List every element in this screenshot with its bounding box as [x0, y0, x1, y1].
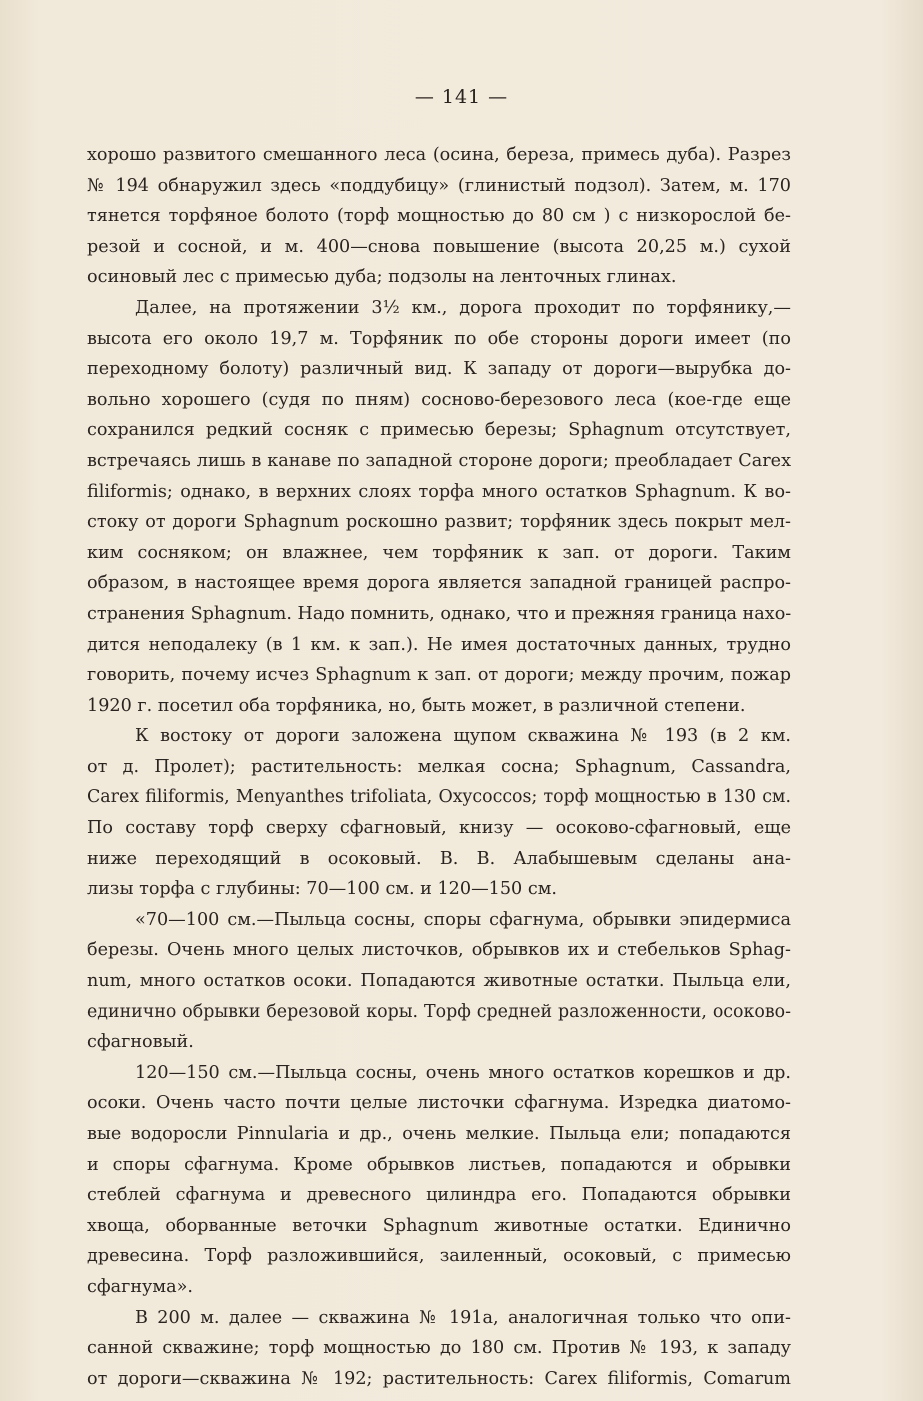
text-line: вые водоросли Pinnularia и др., очень мелкие. Пыльца ели; попадаются: [87, 1124, 791, 1144]
text-line: num, много остатков осоки. Попадаются животные остатки. Пыльца ели,: [87, 971, 791, 992]
text-line: резой и сосной, и м. 400—снова повышение (высота 20,25 м.) сухой: [87, 236, 791, 257]
text-line: хорошо развитого смешанного леса (осина, береза, примесь дуба). Разрез: [87, 145, 791, 165]
text-line: сохранился редкий сосняк с примесью березы; Sphagnum отсутствует,: [87, 420, 791, 441]
text-line: В 200 м. далее — скважина № 191а, аналогичная только что опи-: [135, 1307, 791, 1328]
text-line: ким сосняком; он влажнее, чем торфяник к зап. от дороги. Таким: [87, 542, 791, 563]
text-line: от дороги—скважина № 192; растительность: Carex filiformis, Comarum: [87, 1368, 791, 1389]
text-line: и споры сфагнума. Кроме обрывков листьев, попадаются и обрывки: [87, 1154, 791, 1175]
text-line: осиновый лес с примесью дуба; подзолы на ленточных глинах.: [87, 267, 677, 288]
text-line: тянется торфяное болото (торф мощностью до 80 см ) с низкорослой бе-: [87, 206, 791, 227]
text-line: стеблей сфагнума и древесного цилиндра его. Попадаются обрывки: [87, 1185, 791, 1206]
text-line: переходному болоту) различный вид. К западу от дороги—вырубка до-: [87, 359, 791, 380]
text-line: По составу торф сверху сфагновый, книзу — осоково-сфагновый, еще: [87, 818, 791, 839]
text-line: образом, в настоящее время дорога является западной границей распро-: [87, 573, 791, 594]
text-line: лизы торфа с глубины: 70—100 см. и 120—150 см.: [87, 879, 557, 900]
page-number: — 141 —: [414, 86, 509, 108]
text-line: Далее, на протяжении 3½ км., дорога проходит по торфянику,—: [135, 297, 791, 318]
text-line: говорить, почему исчез Sphagnum к зап. от дороги; между прочим, пожар: [87, 665, 791, 686]
text-line: осоки. Очень часто почти целые листочки сфагнума. Изредка диатомо-: [87, 1093, 791, 1114]
text-line: от д. Пролет); растительность: мелкая сосна; Sphagnum, Cassandra,: [87, 756, 791, 777]
text-line: березы. Очень много целых листочков, обрывков их и стебельков Sphag-: [87, 940, 791, 961]
text-line: сфагновый.: [87, 1032, 194, 1053]
body-text: [87, 140, 791, 1394]
text-line: странения Sphagnum. Надо помнить, однако, что и прежняя граница нахо-: [87, 603, 791, 624]
text-line: 1920 г. посетил оба торфяника, но, быть может, в различной степени.: [87, 695, 746, 716]
text-line: вольно хорошего (судя по пням) сосново-березового леса (кое-где еще: [87, 389, 791, 410]
text-line: Carex filiformis, Menyanthes trifoliata, Oxycoccos; торф мощностью в 130 см.: [87, 787, 791, 808]
text-line: санной скважине; торф мощностью до 180 см. Против № 193, к западу: [87, 1338, 791, 1359]
text-line: встречаясь лишь в канаве по западной стороне дороги; преобладает Carex: [87, 450, 791, 471]
text-line: хвоща, оборванные веточки Sphagnum животные остатки. Единично: [87, 1215, 791, 1236]
text-line: ниже переходящий в осоковый. В. В. Алабышевым сделаны ана-: [87, 848, 791, 869]
text-line: высота его около 19,7 м. Торфяник по обе стороны дороги имеет (по: [87, 328, 791, 349]
text-line: К востоку от дороги заложена щупом скважина № 193 (в 2 км.: [135, 726, 791, 747]
text-line: filiformis; однако, в верхних слоях торфа много остатков Sphagnum. К во-: [87, 481, 791, 502]
text-line: сфагнума».: [87, 1276, 193, 1297]
text-line: 120—150 см.—Пыльца сосны, очень много остатков корешков и др.: [135, 1062, 791, 1083]
text-line: № 194 обнаружил здесь «поддубицу» (глинистый подзол). Затем, м. 170: [87, 175, 791, 196]
text-line: единично обрывки березовой коры. Торф средней разложенности, осоково-: [87, 1001, 791, 1022]
text-line: «70—100 см.—Пыльца сосны, споры сфагнума, обрывки эпидермиса: [135, 909, 791, 930]
text-line: древесина. Торф разложившийся, заиленный, осоковый, с примесью: [87, 1246, 791, 1267]
text-line: стоку от дороги Sphagnum роскошно развит; торфяник здесь покрыт мел-: [87, 512, 791, 533]
text-line: дится неподалеку (в 1 км. к зап.). Не имея достаточных данных, трудно: [87, 634, 791, 655]
